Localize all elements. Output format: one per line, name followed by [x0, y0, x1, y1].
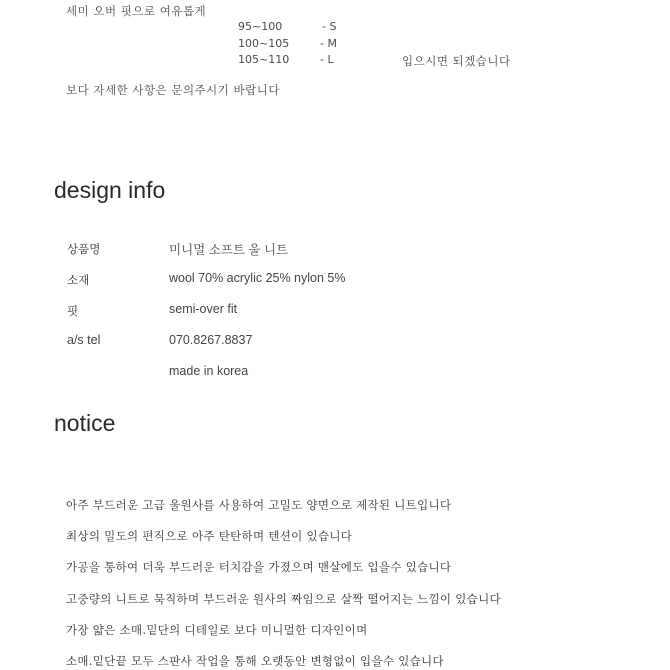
- notice-line: 아주 부드러운 고급 울원사를 사용하여 고밀도 양면으로 제작된 니트입니다: [66, 498, 452, 512]
- label-fit: 핏: [67, 304, 79, 318]
- label-product-name: 상품명: [67, 242, 101, 256]
- notice-heading: notice: [54, 410, 116, 436]
- value-as-tel: 070.8267.8837: [169, 333, 253, 347]
- size-range-l: 105~110: [238, 53, 290, 66]
- inquiry-note: 보다 자세한 사항은 문의주시기 바랍니다: [66, 83, 280, 97]
- size-label-m: - M: [320, 37, 337, 50]
- size-range-m: 100~105: [238, 37, 290, 50]
- wear-note: 입으시면 되겠습니다: [402, 54, 511, 68]
- notice-line: 최상의 밀도의 편직으로 아주 탄탄하며 텐션이 있습니다: [66, 529, 353, 543]
- size-label-l: - L: [320, 53, 334, 66]
- size-label-s: - S: [322, 20, 337, 33]
- label-material: 소재: [67, 273, 90, 287]
- notice-line: 고중량의 니트로 묵직하며 부드러운 원사의 짜임으로 살짝 떨어지는 느낌이 있습니다: [66, 592, 501, 606]
- label-as-tel: a/s tel: [67, 333, 101, 347]
- notice-line: 가장 얇은 소매.밑단의 디테일로 보다 미니멀한 디자인이며: [66, 623, 368, 637]
- fit-description: 세미 오버 핏으로 여유롭게: [66, 4, 207, 18]
- value-origin: made in korea: [169, 364, 249, 378]
- size-range-s: 95~100: [238, 20, 283, 33]
- design-info-heading: design info: [54, 177, 166, 203]
- value-material: wool 70% acrylic 25% nylon 5%: [169, 271, 346, 285]
- value-fit: semi-over fit: [169, 302, 238, 316]
- notice-line: 가공을 통하여 더욱 부드러운 터치감을 가졌으며 맨살에도 입을수 있습니다: [66, 560, 452, 574]
- value-product-name: 미니멀 소프트 울 니트: [169, 243, 289, 257]
- notice-line: 소매.밑단끝 모두 스판사 작업을 통해 오랫동안 변형없이 입을수 있습니다: [66, 654, 444, 668]
